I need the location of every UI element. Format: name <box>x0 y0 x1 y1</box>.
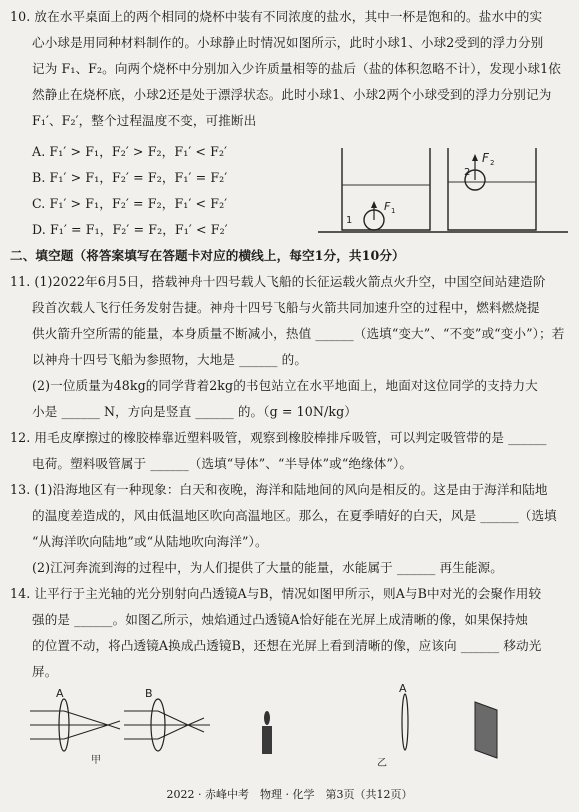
q14-line-4: 屏。 <box>32 664 58 679</box>
svg-text:甲: 甲 <box>91 755 101 765</box>
section-2-heading: 二、填空题（将答案填写在答题卡对应的横线上，每空1分，共10分） <box>10 248 405 263</box>
svg-text:A: A <box>56 687 64 700</box>
q14-line-3: 的位置不动，将凸透镜A换成凸透镜B，还想在光屏上看到清晰的像，应该向 ______ 移动光 <box>32 638 542 653</box>
svg-text:B: B <box>145 687 153 700</box>
q13-line-2: 的温度差造成的，风由低温地区吹向高温地区。那么，在夏季晴好的白天，风是 ______（选填 <box>32 508 557 523</box>
q14-figure-yi <box>225 680 510 770</box>
svg-text:1: 1 <box>391 207 396 215</box>
q11-line-6: 小是 ______ N，方向是竖直 ______ 的。（g = 10N/kg） <box>32 404 357 419</box>
q13-line-1: 13. (1)沿海地区有一种现象：白天和夜晚，海洋和陆地间的风向是相反的。这是由于海洋和陆地 <box>10 482 548 497</box>
lens-a-yi <box>402 694 408 750</box>
svg-text:A: A <box>399 682 407 695</box>
q10-option-d: D. F₁′ = F₁，F₂′ = F₂，F₁′ < F₂′ <box>32 222 228 237</box>
q10-option-c: C. F₁′ > F₁，F₂′ = F₂，F₁′ < F₂′ <box>32 196 228 211</box>
q14-figure-jia <box>28 685 218 765</box>
q13-line-3: “从海洋吹向陆地”或“从陆地吹向海洋”）。 <box>32 534 268 549</box>
svg-text:2: 2 <box>464 167 471 178</box>
q14-line-1: 14. 让平行于主光轴的光分别射向凸透镜A与B，情况如图甲所示，则A与B中对光的会聚作用较 <box>10 586 542 601</box>
q10-option-b: B. F₁′ > F₁，F₂′ = F₂，F₁′ = F₂′ <box>32 170 228 185</box>
q10-line-3: 记为 F₁、F₂。向两个烧杯中分别加入少许质量相等的盐后（盐的体积忽略不计），发现小球1依 <box>32 61 561 76</box>
svg-text:2: 2 <box>490 159 495 167</box>
svg-text:F: F <box>384 200 391 213</box>
q11-line-4: 以神舟十四号飞船为参照物，大地是 ______ 的。 <box>32 352 308 367</box>
q12-line-1: 12. 用毛皮摩擦过的橡胶棒靠近塑料吸管，观察到橡胶棒排斥吸管，可以判定吸管带的是 ______ <box>10 430 547 445</box>
q10-line-2: 心小球是用同种材料制作的。小球静止时情况如图所示，此时小球1、小球2受到的浮力分别 <box>32 35 544 50</box>
light-screen <box>475 702 497 758</box>
page-footer: 2022 · 赤峰中考 物理 · 化学 第3页（共12页） <box>166 788 413 801</box>
q13-line-4: (2)江河奔流到海的过程中，为人们提供了大量的能量，水能属于 ______ 再生能源。 <box>32 560 503 575</box>
q11-line-5: (2)一位质量为48kg的同学背着2kg的书包站立在水平地面上，地面对这位同学的支持力大 <box>32 378 538 393</box>
q10-beakers-figure <box>318 130 568 240</box>
q10-line-1: 10. 放在水平桌面上的两个相同的烧杯中装有不同浓度的盐水，其中一杯是饱和的。盐水中的实 <box>10 9 543 24</box>
candle-icon <box>262 711 272 754</box>
svg-text:F: F <box>482 151 489 165</box>
q11-line-2: 段首次载人飞行任务发射告捷。神舟十四号飞船与火箭共同加速升空的过程中，燃料燃烧提 <box>32 300 540 315</box>
q11-line-1: 11. (1)2022年6月5日，搭载神舟十四号载人飞船的长征运载火箭点火升空，中国空间站建造阶 <box>10 274 546 289</box>
svg-text:1: 1 <box>346 215 353 226</box>
beaker-1 <box>342 148 430 230</box>
q10-line-4: 然静止在烧杯底，小球2还是处于漂浮状态。此时小球1、小球2两个小球受到的浮力分别记为 <box>32 87 552 102</box>
q14-line-2: 强的是 ______。如图乙所示，烛焰通过凸透镜A恰好能在光屏上成清晰的像，如果保持烛 <box>32 612 528 627</box>
svg-text:乙: 乙 <box>377 758 387 769</box>
q11-line-3: 供火箭升空所需的能量，本身质量不断减小，热值 ______（选填“变大”、“不变”或“变小”）；若 <box>32 326 565 341</box>
q10-line-5: F₁′、F₂′，整个过程温度不变，可推断出 <box>32 113 257 128</box>
q10-option-a: A. F₁′ > F₁，F₂′ > F₂，F₁′ < F₂′ <box>32 144 228 159</box>
q12-line-2: 电荷。塑料吸管属于 ______（选填“导体”、“半导体”或“绝缘体”）。 <box>32 456 413 471</box>
